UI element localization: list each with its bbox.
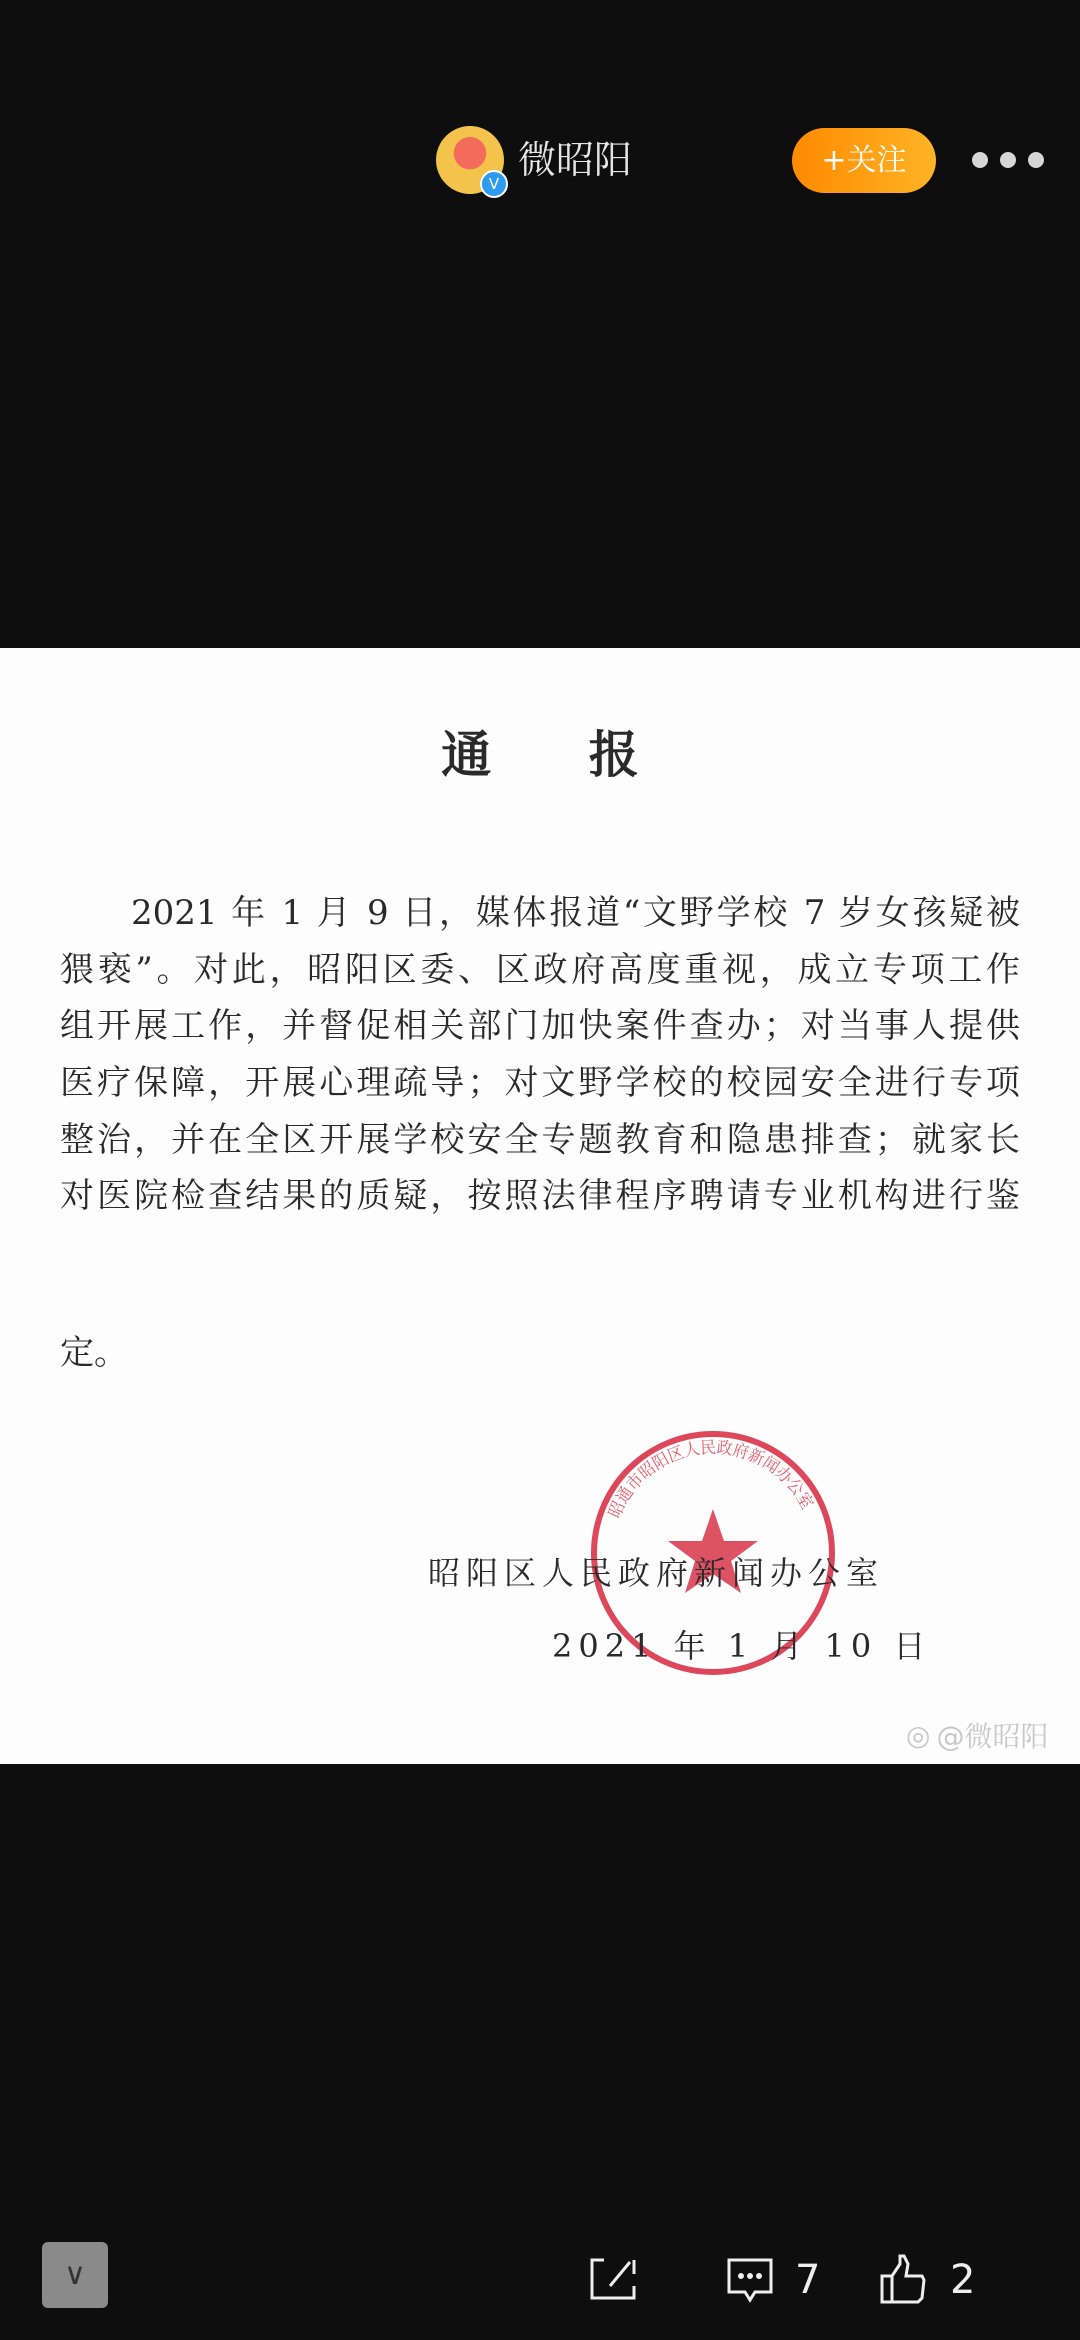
body-line: 猥亵”。对此，昭阳区委、区政府高度重视，成立专项工作 [60, 950, 1020, 990]
like-icon[interactable] [880, 2254, 926, 2308]
verified-badge-icon: V [480, 170, 508, 198]
body-line: 组开展工作，并督促相关部门加快案件查办；对当事人提供 [60, 1006, 1020, 1046]
chevron-down-icon: ∨ [64, 2257, 86, 2292]
watermark [906, 1715, 1048, 1755]
body-line: 2021 年 1 月 9 日，媒体报道“文野学校 7 岁女孩疑被 [131, 893, 1020, 933]
comment-count: 7 [795, 2257, 821, 2303]
body-line: 医疗保障，开展心理疏导；对文野学校的校园安全进行专项 [60, 1063, 1020, 1103]
share-icon[interactable] [590, 2258, 636, 2304]
collapse-button[interactable] [42, 2242, 108, 2308]
svg-text:昭通市昭阳区人民政府新闻办公室 [605, 1438, 817, 1521]
more-dots-icon[interactable] [972, 150, 1044, 170]
weibo-logo-icon: ◎ [906, 1718, 931, 1752]
watermark-text: @微昭阳 [936, 1720, 1049, 1753]
username[interactable]: 微昭阳 [518, 138, 633, 182]
document-title: 通 报 [441, 725, 679, 784]
follow-button[interactable]: +关注 [792, 128, 936, 193]
body-line: 整治，并在全区开展学校安全专题教育和隐患排查；就家长 [60, 1120, 1020, 1160]
body-line: 对医院检查结果的质疑，按照法律程序聘请专业机构进行鉴 [60, 1176, 1020, 1216]
signature: 昭阳区人民政府新闻办公室 [428, 1554, 885, 1592]
body-line: 定。 [60, 1333, 128, 1373]
like-count: 2 [950, 2257, 976, 2303]
document-date: 2021 年 1 月 10 日 [552, 1627, 932, 1665]
comment-icon[interactable] [727, 2258, 773, 2308]
stamp-text: 昭通市昭阳区人民政府新闻办公室 [605, 1437, 818, 1522]
